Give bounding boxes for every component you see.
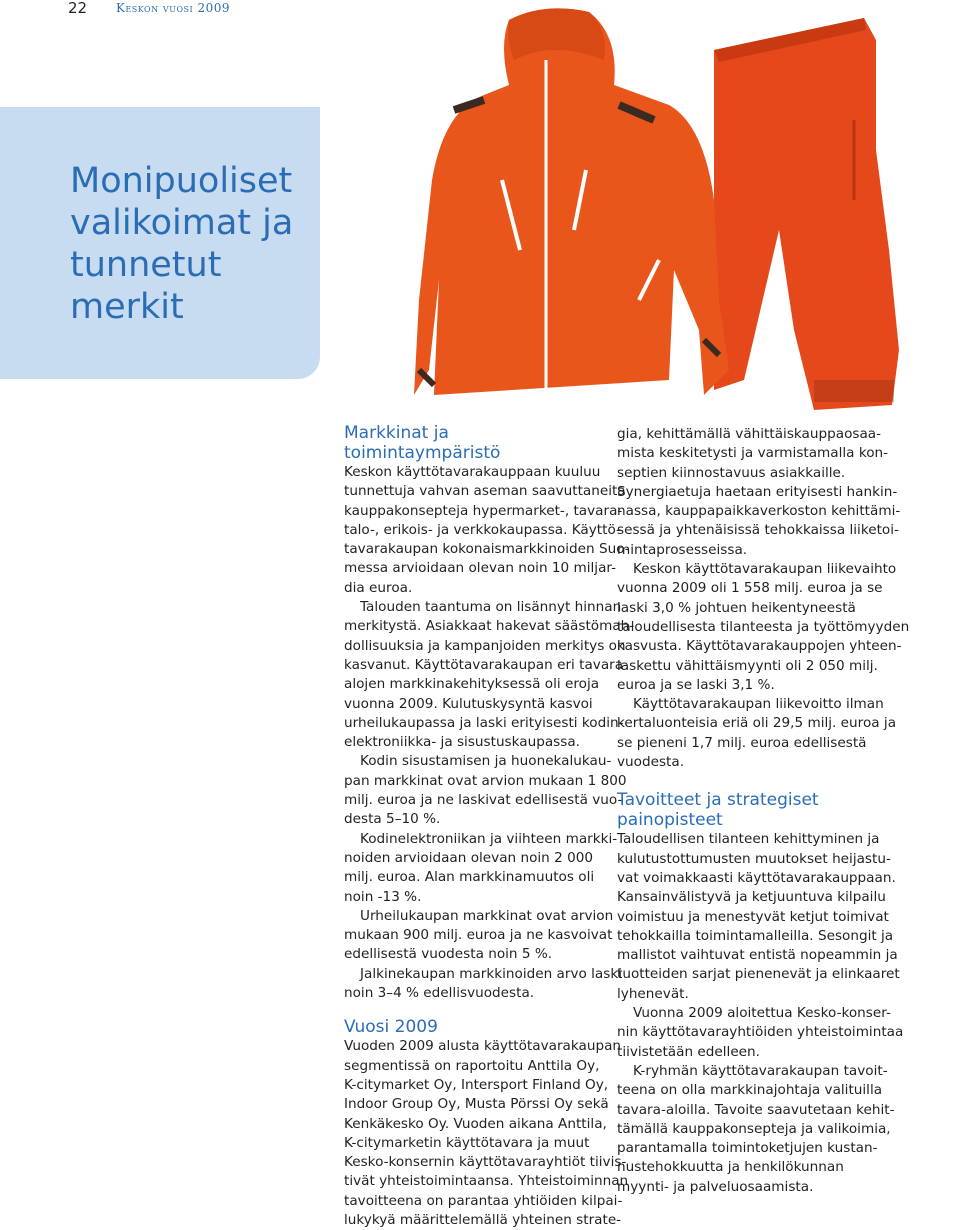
ski-clothing-photo xyxy=(414,0,960,410)
ski-pants-image xyxy=(714,18,899,410)
text-line: tehokkailla toimintamalleilla. Sesongit ja xyxy=(617,927,894,944)
text-line: Kodinelektroniikan ja viihteen markki- xyxy=(360,830,618,847)
text-line: noiden arvioidaan olevan noin 2 000 xyxy=(344,849,594,866)
text-line: taloudellisesta tilanteesta ja työttömyyden xyxy=(617,618,910,635)
text-line: laskettu vähittäismyynti oli 2 050 milj. xyxy=(617,657,878,674)
right-column xyxy=(617,425,910,1197)
text-line: edellisestä vuodesta noin 5 %. xyxy=(344,946,553,963)
text-line: vuonna 2009 oli 1 558 milj. euroa ja se xyxy=(617,580,883,597)
text-line: vuonna 2009. Kulutuskysyntä kasvoi xyxy=(344,695,593,712)
text-line: segmentissä on raportoitu Anttila Oy, xyxy=(344,1057,600,1074)
text-line: lyhenevät. xyxy=(617,985,689,1002)
text-line: tivät yhteistoimintaansa. Yhteistoiminnan xyxy=(344,1173,629,1190)
text-line: Kansainvälistyvä ja ketjuuntuva kilpailu xyxy=(617,889,886,906)
text-line: merkitystä. Asiakkaat hakevat säästömah- xyxy=(344,618,635,635)
text-line: teena on olla markkinajohtaja valituilla xyxy=(617,1082,883,1099)
section-heading-goals-1: Tavoitteet ja strategiset xyxy=(617,790,819,811)
text-line: K-ryhmän käyttötavarakaupan tavoit- xyxy=(633,1062,888,1079)
text-line: se pieneni 1,7 milj. euroa edellisestä xyxy=(617,734,867,751)
text-line: tiivistetään edelleen. xyxy=(617,1043,760,1060)
text-line: voimistuu ja menestyvät ketjut toimivat xyxy=(617,908,889,925)
text-line: euroa ja se laski 3,1 %. xyxy=(617,676,775,693)
text-line: septien kiinnostavuus asiakkaille. xyxy=(617,464,846,481)
text-line: tuotteiden sarjat pienenevät ja elinkaaret xyxy=(617,966,900,983)
text-line: sessä ja yhtenäisissä tehokkaissa liiketoi- xyxy=(617,522,899,539)
section-heading-goals-2: painopisteet xyxy=(617,810,723,831)
text-line: mista keskitetysti ja varmistamalla kon- xyxy=(617,445,889,462)
text-line: myynti- ja palveluosaamista. xyxy=(617,1178,814,1195)
text-line: Keskon käyttötavarakaupan liikevaihto xyxy=(633,561,897,578)
text-line: mintaprosesseissa. xyxy=(617,541,748,558)
text-line: Käyttötavarakaupan liikevoitto ilman xyxy=(633,696,884,713)
page-number: 22 xyxy=(68,0,88,17)
section-gap xyxy=(617,772,877,790)
text-line: vat voimakkaasti käyttötavarakauppaan. xyxy=(617,869,896,886)
text-line: K-citymarketin käyttötavara ja muut xyxy=(344,1134,590,1151)
text-line: Keskon käyttötavarakauppaan kuuluu xyxy=(344,464,601,480)
text-line: urheilukaupassa ja laski erityisesti kodin- xyxy=(344,714,624,731)
text-line: Kesko-konsernin käyttötavarayhtiöt tiivis- xyxy=(344,1154,627,1171)
text-line: alojen markkinakehityksessä oli eroja xyxy=(344,676,600,693)
text-line: noin -13 %. xyxy=(344,888,422,905)
text-line: tavarakaupan kokonaismarkkinoiden Suo- xyxy=(344,541,630,558)
text-line: Taloudellisen tilanteen kehittyminen ja xyxy=(617,831,880,848)
running-head: Keskon vuosi 2009 xyxy=(116,1,230,15)
left-column xyxy=(344,423,635,1230)
text-line: dollisuuksia ja kampanjoiden merkitys on xyxy=(344,637,626,654)
text-line: talo-, erikois- ja verkkokaupassa. Käyttö- xyxy=(344,521,621,538)
text-line: tunnettuja vahvan aseman saavuttaneita xyxy=(344,483,626,500)
text-line: kasvusta. Käyttötavarakauppojen yhteen- xyxy=(617,638,902,655)
text-line: parantamalla toimintoketjujen kustan- xyxy=(617,1140,878,1157)
text-line: Indoor Group Oy, Musta Pörssi Oy sekä xyxy=(344,1096,609,1113)
text-line: Talouden taantuma on lisännyt hinnan xyxy=(360,599,622,616)
section-heading-year: Vuosi 2009 xyxy=(344,1017,438,1038)
text-line: milj. euroa. Alan markkinamuutos oli xyxy=(344,869,595,886)
text-line: vuodesta. xyxy=(617,754,685,771)
title-line: merkit xyxy=(70,287,184,327)
ski-jacket-image xyxy=(414,8,729,395)
text-line: Vuonna 2009 aloitettua Kesko-konser- xyxy=(633,1005,891,1022)
text-line: kasvanut. Käyttötavarakaupan eri tavara- xyxy=(344,656,628,673)
section-heading-markets: Markkinat ja toimintaympäristö xyxy=(344,423,501,463)
title-line: tunnetut xyxy=(70,245,222,285)
text-line: kertaluonteisia eriä oli 29,5 milj. euroa ja xyxy=(617,715,897,732)
text-line: dia euroa. xyxy=(344,579,413,596)
text-line: mallistot vaihtuvat entistä nopeammin ja xyxy=(617,947,898,964)
text-line: milj. euroa ja ne laskivat edellisestä vuo- xyxy=(344,792,623,809)
text-line: gia, kehittämällä vähittäiskauppaosaa- xyxy=(617,426,882,442)
text-line: Urheilukaupan markkinat ovat arvion xyxy=(360,907,614,924)
text-line: kulutustottumusten muutokset heijastu- xyxy=(617,850,891,867)
text-line: K-citymarket Oy, Intersport Finland Oy, xyxy=(344,1076,609,1093)
text-line: desta 5–10 %. xyxy=(344,811,441,828)
text-line: Kenkäkesko Oy. Vuoden aikana Anttila, xyxy=(344,1115,607,1132)
text-line: Synergiaetuja haetaan erityisesti hankin- xyxy=(617,483,898,500)
section-gap xyxy=(344,1003,600,1017)
text-line: Jalkinekaupan markkinoiden arvo laski xyxy=(360,965,622,982)
text-line: Vuoden 2009 alusta käyttötavarakaupan xyxy=(344,1038,622,1055)
text-line: messa arvioidaan olevan noin 10 miljar- xyxy=(344,560,617,577)
text-line: pan markkinat ovat arvion mukaan 1 800 xyxy=(344,772,627,789)
text-line: mukaan 900 milj. euroa ja ne kasvoivat xyxy=(344,927,613,944)
text-line: elektroniikka- ja sisustuskaupassa. xyxy=(344,734,580,751)
text-line: lukykyä määrittelemällä yhteinen strate- xyxy=(344,1211,622,1228)
text-line: tavara-aloilla. Tavoite saavutetaan kehit- xyxy=(617,1101,895,1118)
title-line: Monipuoliset xyxy=(70,161,293,201)
text-line: nassa, kauppapaikkaverkoston kehittämi- xyxy=(617,503,901,520)
text-line: nustehokkuutta ja henkilökunnan xyxy=(617,1159,844,1176)
text-line: kauppakonsepteja hypermarket-, tavara- xyxy=(344,502,623,519)
page-title xyxy=(70,160,310,328)
text-line: tämällä kauppakonsepteja ja valikoimia, xyxy=(617,1120,891,1137)
title-line: valikoimat ja xyxy=(70,203,294,243)
text-line: laski 3,0 % johtuen heikentyneestä xyxy=(617,599,856,616)
text-line: noin 3–4 % edellisvuodesta. xyxy=(344,985,535,1002)
text-line: nin käyttötavarayhtiöiden yhteistoimintaa xyxy=(617,1024,904,1041)
text-line: Kodin sisustamisen ja huonekalukau- xyxy=(360,753,612,770)
text-line: tavoitteena on parantaa yhtiöiden kilpai- xyxy=(344,1192,623,1209)
